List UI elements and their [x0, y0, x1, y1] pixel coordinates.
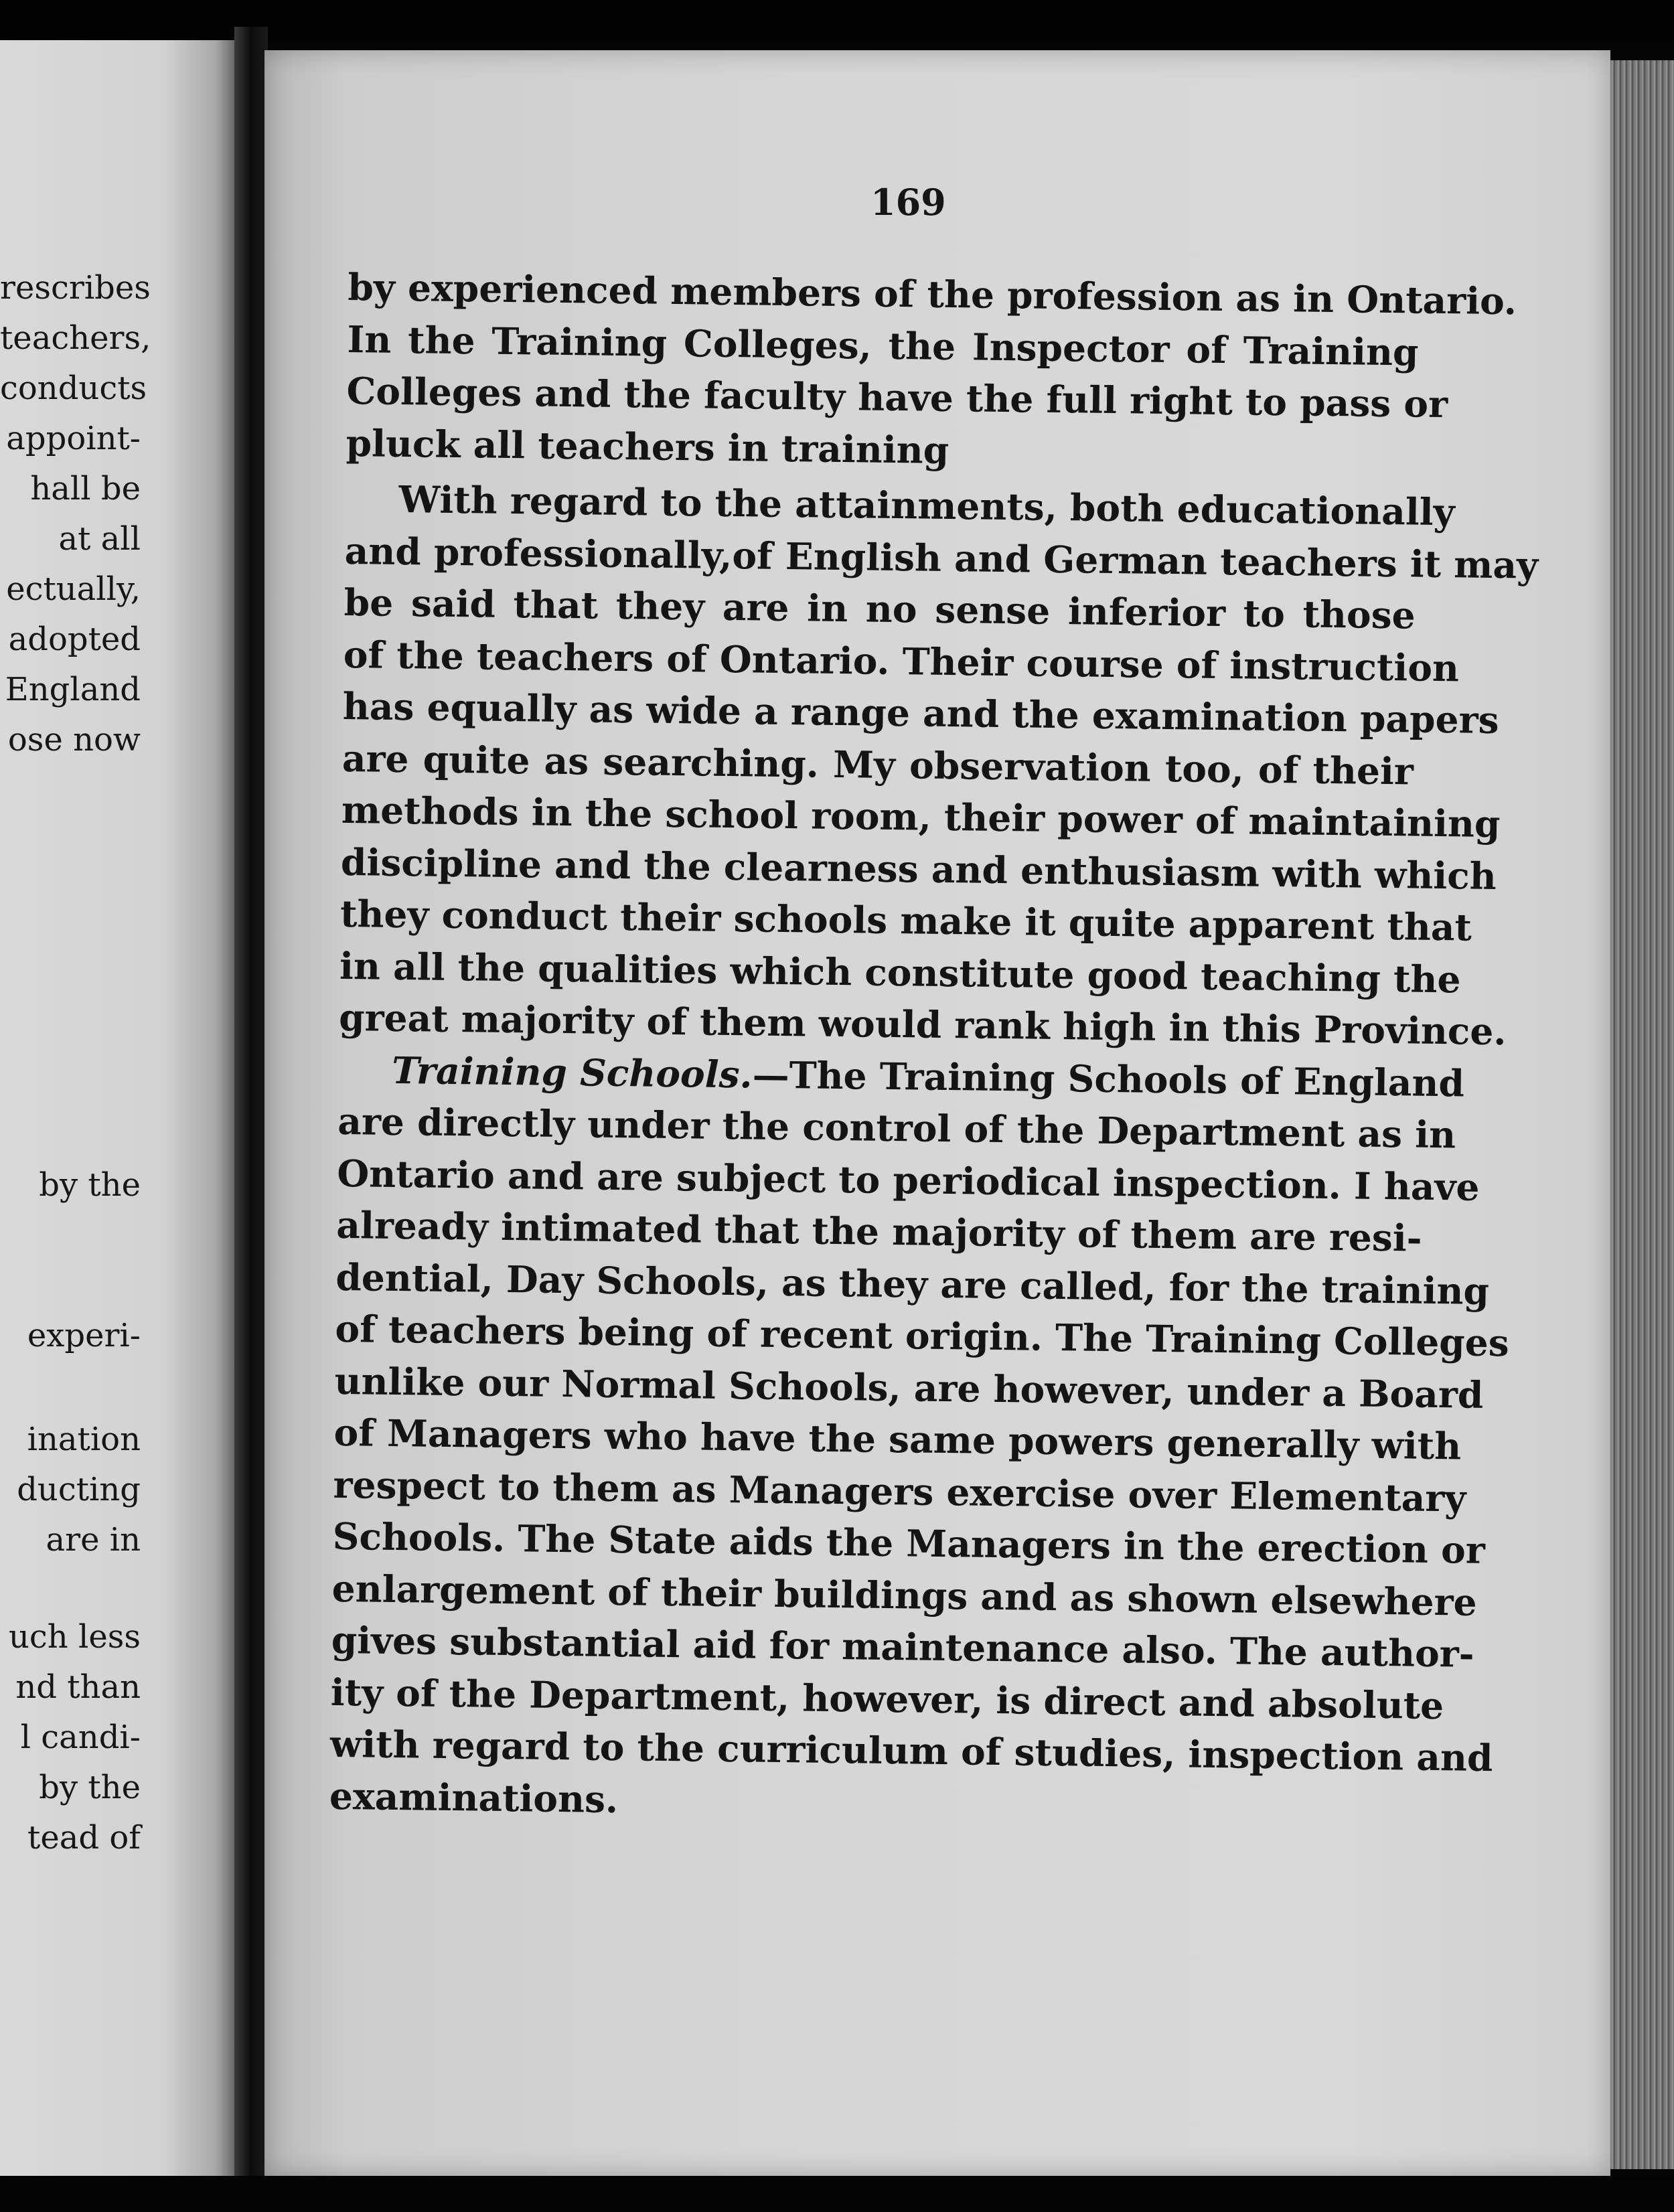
- book-gutter: [234, 27, 268, 2212]
- left-page-fragment: appoint-: [6, 420, 141, 457]
- left-page-fragment: teachers,: [0, 319, 151, 357]
- text-line: unlike our Normal Schools, are however, under a Board: [334, 1358, 1484, 1417]
- left-page-fragment: nd than: [15, 1668, 141, 1706]
- text-line: has equally as wide a range and the examination papers: [342, 684, 1499, 742]
- text-line: with regard to the curriculum of studies, inspection and: [329, 1721, 1493, 1780]
- paragraph: [346, 261, 1517, 482]
- text-line: and professionally,of English and German teachers it may: [344, 528, 1539, 587]
- text-line: respect to them as Managers exercise over Elementary: [333, 1462, 1466, 1520]
- text-line: of teachers being of recent origin. The Training Colleges: [335, 1306, 1510, 1365]
- scan-border-bottom: [0, 2176, 1674, 2212]
- text-line: of Managers who have the same powers generally with: [333, 1410, 1462, 1468]
- text-line: already intimated that the majority of them are resi-: [336, 1202, 1422, 1260]
- text-fragment: —The Training Schools of England: [752, 1052, 1465, 1105]
- left-page-fragment: by the: [39, 1769, 141, 1806]
- text-line: discipline and the clearness and enthusiasm with which: [340, 840, 1497, 898]
- text-line: great majority of them would rank high in this Province.: [338, 995, 1507, 1054]
- text-line: of the teachers of Ontario. Their course of instruction: [343, 632, 1460, 690]
- left-page-fragment: ducting: [17, 1471, 141, 1508]
- text-line: dential, Day Schools, as they are called, for the training: [335, 1255, 1490, 1313]
- left-page-fragment: ose now: [7, 721, 141, 759]
- left-page-fragment: uch less: [9, 1618, 141, 1656]
- left-page-fragment: ination: [27, 1421, 141, 1458]
- left-page-fragment: conducts: [0, 370, 147, 407]
- text-line: pluck all teachers in training: [346, 420, 949, 472]
- body-text: [329, 261, 1539, 1834]
- text-line: in all the qualities which constitute good teaching the: [339, 943, 1461, 1001]
- text-line: Schools. The State aids the Managers in the erection or: [332, 1514, 1486, 1572]
- left-page-fragment: England: [5, 671, 141, 708]
- left-page-fragment: ectually,: [6, 570, 141, 608]
- text-line: With regard to the attainments, both educationally: [398, 477, 1456, 534]
- left-page-fragment: hall be: [30, 470, 141, 507]
- left-page-fragment: tead of: [27, 1819, 141, 1856]
- section-heading: Training Schools.: [391, 1048, 753, 1096]
- text-line: Ontario and are subject to periodical inspection. I have: [336, 1151, 1480, 1209]
- text-line: are directly under the control of the Department as in: [337, 1099, 1456, 1157]
- text-line: they conduct their schools make it quite apparent that: [339, 891, 1472, 949]
- paragraph: [338, 473, 1539, 1056]
- text-line: gives substantial aid for maintenance also. The author-: [331, 1617, 1474, 1676]
- paragraph: [329, 1043, 1510, 1834]
- page-edges: [1610, 60, 1674, 2169]
- left-page-fragment: adopted: [8, 621, 141, 658]
- left-page-fragment: rescribes: [0, 269, 151, 307]
- left-page-fragment: l candi-: [20, 1719, 141, 1756]
- text-line: examinations.: [329, 1773, 619, 1821]
- left-page: [0, 40, 234, 2189]
- left-page-fragment: are in: [46, 1521, 141, 1559]
- text-line: are quite as searching. My observation too, of their: [341, 736, 1414, 793]
- text-line: methods in the school room, their power of maintaining: [341, 787, 1501, 846]
- left-page-fragment: experi-: [27, 1317, 141, 1354]
- left-page-fragment: by the: [39, 1166, 141, 1204]
- text-line: enlargement of their buildings and as shown elsewhere: [331, 1566, 1478, 1624]
- text-line: In the Training Colleges, the Inspector of Training: [347, 317, 1419, 374]
- text-line: Colleges and the faculty have the full right to pass or: [346, 368, 1448, 426]
- left-page-fragment: at all: [58, 520, 141, 558]
- text-line: ity of the Department, however, is direct and absolute: [330, 1670, 1444, 1727]
- text-line: be said that they are in no sense inferior to those: [344, 580, 1416, 637]
- text-line: by experienced members of the profession as in Ontario.: [348, 264, 1517, 323]
- page-number: 169: [870, 181, 946, 224]
